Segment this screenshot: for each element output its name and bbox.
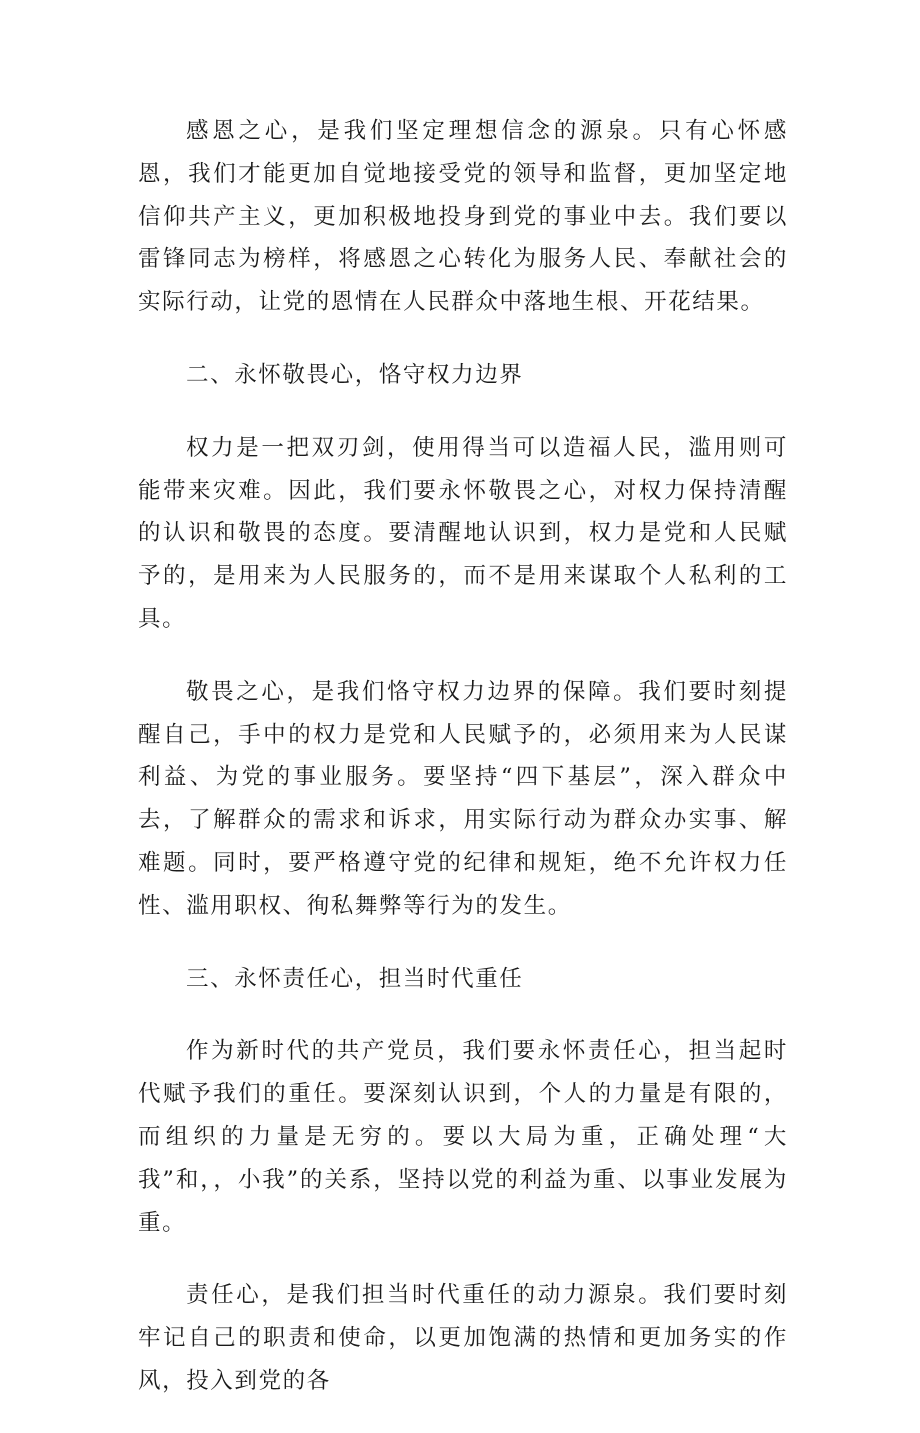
paragraph-power-double-edged: 权力是一把双刃剑，使用得当可以造福人民，滥用则可能带来灾难。因此，我们要永怀敬畏之心，对权力保持清醒的认识和敬畏的态度。要清醒地认识到，权力是党和人民赋予的，是用来为人民服务的，而不是用来谋取个人私利的工具。 <box>138 434 788 632</box>
paragraph-gratitude-source: 感恩之心，是我们坚定理想信念的源泉。只有心怀感恩，我们才能更加自觉地接受党的领导和监督，更加坚定地信仰共产主义，更加积极地投身到党的事业中去。我们要以雷锋同志为榜样，将感恩之心转化为服务人民、奉献社会的实际行动，让党的恩情在人民群众中落地生根、开花结果。 <box>138 118 788 316</box>
paragraph-awe-guarantee: 敬畏之心，是我们恪守权力边界的保障。我们要时刻提醒自己，手中的权力是党和人民赋予的，必须用来为人民谋利益、为党的事业服务。要坚持“四下基层”，深入群众中去，了解群众的需求和诉求，用实际行动为群众办实事、解难题。同时，要严格遵守党的纪律和规矩，绝不允许权力任性、滥用职权、徇私舞弊等行为的发生。 <box>138 678 788 919</box>
document-body <box>138 110 788 1433</box>
section-heading-awe: 二、永怀敬畏心，恪守权力边界 <box>186 361 524 388</box>
paragraph-new-era-member: 作为新时代的共产党员，我们要永怀责任心，担当起时代赋予我们的重任。要深刻认识到，个人的力量是有限的，而组织的力量是无穷的。要以大局为重，正确处理“大我”和，，小我”的关系，坚持以党的利益为重、以事业发展为重。 <box>138 1038 788 1236</box>
paragraph-responsibility-motivation: 责任心，是我们担当时代重任的动力源泉。我们要时刻牢记自己的职责和使命，以更加饱满的热情和更加务实的作风，投入到党的各 <box>138 1282 788 1394</box>
section-heading-responsibility: 三、永怀责任心，担当时代重任 <box>186 965 524 992</box>
